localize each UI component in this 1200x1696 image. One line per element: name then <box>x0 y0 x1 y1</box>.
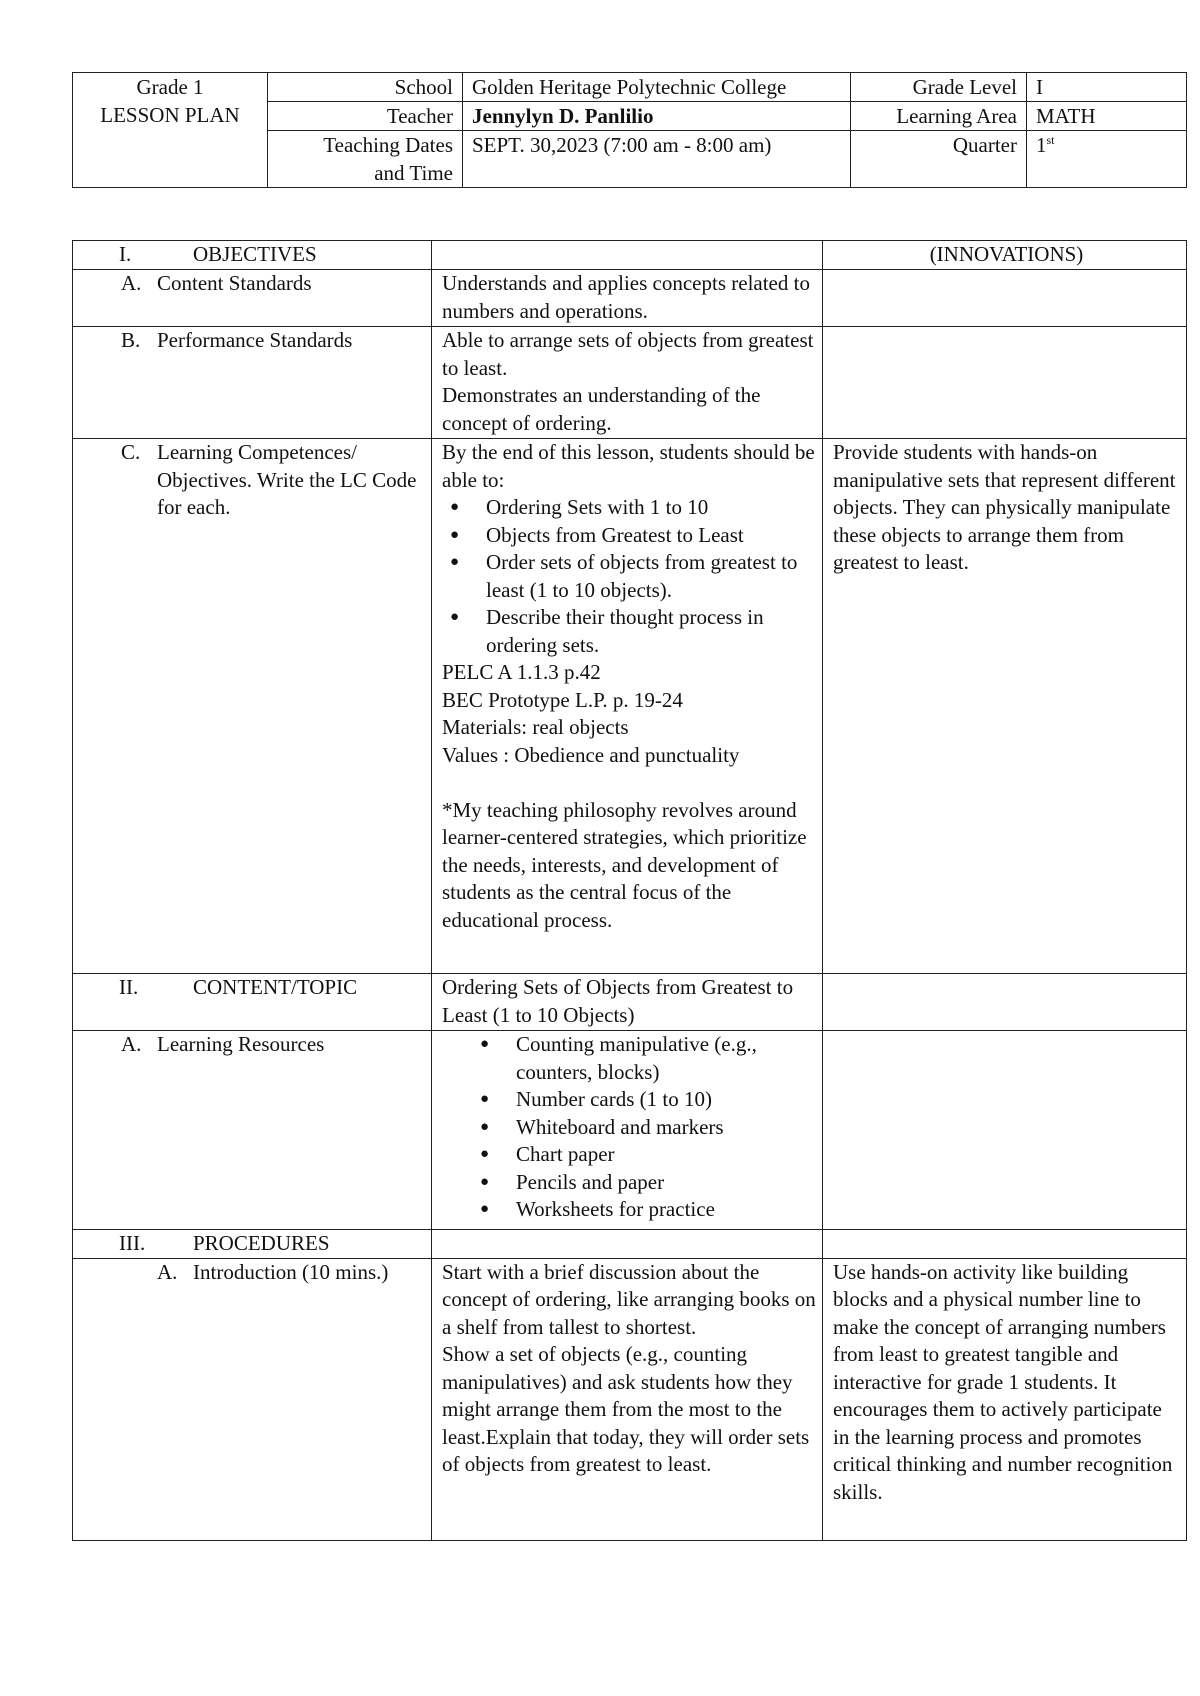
performance-standards-number: B. <box>121 328 141 352</box>
procedures-label: PROCEDURES <box>193 1231 330 1255</box>
materials-text: Materials: real objects <box>442 715 629 739</box>
teacher-label: Teacher <box>268 102 463 131</box>
content-standards-text: Understands and applies concepts related to numbers and operations. <box>432 270 823 327</box>
competencies-number: C. <box>121 440 141 464</box>
teaching-dates-value: SEPT. 30,2023 (7:00 am - 8:00 am) <box>463 131 851 188</box>
list-item: ● Counting manipulative (e.g., counters, blocks) <box>442 1031 816 1086</box>
content-topic-number: II. <box>119 975 139 999</box>
teaching-philosophy-text: *My teaching philosophy revolves around learner-centered strategies, which prioritize the needs, interests, and development of students as the central focus of the educational process. <box>442 797 807 932</box>
quarter-number: 1 <box>1036 133 1047 157</box>
competencies-list <box>442 494 816 659</box>
procedures-heading <box>73 1230 432 1259</box>
performance-standards-innovation-cell <box>823 327 1187 439</box>
competencies-innovation-text: Provide students with hands-on manipulative sets that represent different objects. They can physically manipulate these objects to arrange them from greatest to least. <box>823 439 1187 974</box>
procedures-content-cell <box>432 1230 823 1259</box>
quarter-value <box>1027 131 1187 188</box>
objectives-number: I. <box>119 242 132 266</box>
learning-resources-number: A. <box>121 1032 142 1056</box>
content-standards-innovation-cell <box>823 270 1187 327</box>
competencies-intro: By the end of this lesson, students should be able to: <box>442 440 815 492</box>
lesson-plan-header-table <box>72 72 1187 188</box>
list-item: ● Describe their thought process in ordering sets. <box>442 604 816 659</box>
content-standards-number: A. <box>121 271 142 295</box>
introduction-number: A. <box>157 1259 178 1284</box>
learning-resources-cell <box>432 1031 823 1230</box>
teaching-dates-label-line1: Teaching Dates <box>323 133 453 157</box>
grade-level-value: I <box>1027 73 1187 102</box>
performance-standards-label-cell <box>73 327 432 439</box>
lesson-plan-label: LESSON PLAN <box>100 103 240 127</box>
performance-standards-cell <box>432 327 823 439</box>
competencies-cell <box>432 439 823 974</box>
learning-area-label: Learning Area <box>851 102 1027 131</box>
grade-lesson-plan-cell <box>73 73 268 188</box>
performance-standards-label: Performance Standards <box>157 328 353 352</box>
list-item: ● Whiteboard and markers <box>442 1114 816 1142</box>
values-text: Values : Obedience and punctuality <box>442 742 740 767</box>
list-item: ● Chart paper <box>442 1141 816 1169</box>
pelc-reference: PELC A 1.1.3 p.42 <box>442 660 601 684</box>
content-topic-label: CONTENT/TOPIC <box>193 975 358 999</box>
bec-reference: BEC Prototype L.P. p. 19-24 <box>442 687 683 712</box>
content-topic-text: Ordering Sets of Objects from Greatest to Least (1 to 10 Objects) <box>432 974 823 1031</box>
list-item: ● Ordering Sets with 1 to 10 <box>442 494 816 522</box>
introduction-label: Introduction (10 mins.) <box>193 1259 389 1284</box>
lesson-plan-main-table <box>72 240 1187 1541</box>
content-standards-label-cell <box>73 270 432 327</box>
introduction-label-cell <box>73 1258 432 1540</box>
competencies-label: Learning Competences/ Objectives. Write the LC Code for each. <box>157 440 417 519</box>
list-item: ● Pencils and paper <box>442 1169 816 1197</box>
teaching-dates-label-line2: and Time <box>374 161 453 185</box>
grade-label: Grade 1 <box>136 75 204 99</box>
school-label: School <box>268 73 463 102</box>
quarter-label: Quarter <box>851 131 1027 188</box>
introduction-text-2: Show a set of objects (e.g., counting manipulatives) and ask students how they might arrange them from the most to the least.Explain that today, they will order sets of objects from greatest to least. <box>442 1342 810 1476</box>
learning-resources-label: Learning Resources <box>157 1032 325 1056</box>
learning-resources-innovation-cell <box>823 1031 1187 1230</box>
introduction-cell <box>432 1258 823 1540</box>
introduction-innovation-text: Use hands-on activity like building blocks and a physical number line to make the concept of arranging numbers from least to greatest tangible and interactive for grade 1 students. It encourages them to actively participate in the learning process and promotes critical thinking and number recognition skills. <box>823 1258 1187 1540</box>
teaching-dates-label <box>268 131 463 188</box>
innovations-heading: (INNOVATIONS) <box>823 241 1187 270</box>
learning-resources-label-cell <box>73 1031 432 1230</box>
list-item: ● Worksheets for practice <box>442 1196 816 1224</box>
performance-standards-text-2: Demonstrates an understanding of the concept of ordering. <box>442 383 761 435</box>
list-item: ● Order sets of objects from greatest to least (1 to 10 objects). <box>442 549 816 604</box>
objectives-label: OBJECTIVES <box>193 242 317 266</box>
school-value: Golden Heritage Polytechnic College <box>463 73 851 102</box>
learning-resources-list <box>442 1031 816 1224</box>
content-topic-heading <box>73 974 432 1031</box>
grade-level-label: Grade Level <box>851 73 1027 102</box>
content-topic-innovation-cell <box>823 974 1187 1031</box>
quarter-suffix: st <box>1046 133 1055 147</box>
procedures-innovation-cell <box>823 1230 1187 1259</box>
objectives-content-cell <box>432 241 823 270</box>
teacher-value: Jennylyn D. Panlilio <box>463 102 851 131</box>
list-item: ● Objects from Greatest to Least <box>442 522 816 550</box>
list-item: ● Number cards (1 to 10) <box>442 1086 816 1114</box>
introduction-text-1: Start with a brief discussion about the concept of ordering, like arranging books on a shelf from tallest to shortest. <box>442 1259 816 1339</box>
competencies-label-cell <box>73 439 432 974</box>
procedures-number: III. <box>119 1231 146 1255</box>
learning-area-value: MATH <box>1027 102 1187 131</box>
content-standards-label: Content Standards <box>157 271 312 295</box>
performance-standards-text-1: Able to arrange sets of objects from greatest to least. <box>442 328 814 380</box>
objectives-heading <box>73 241 432 270</box>
